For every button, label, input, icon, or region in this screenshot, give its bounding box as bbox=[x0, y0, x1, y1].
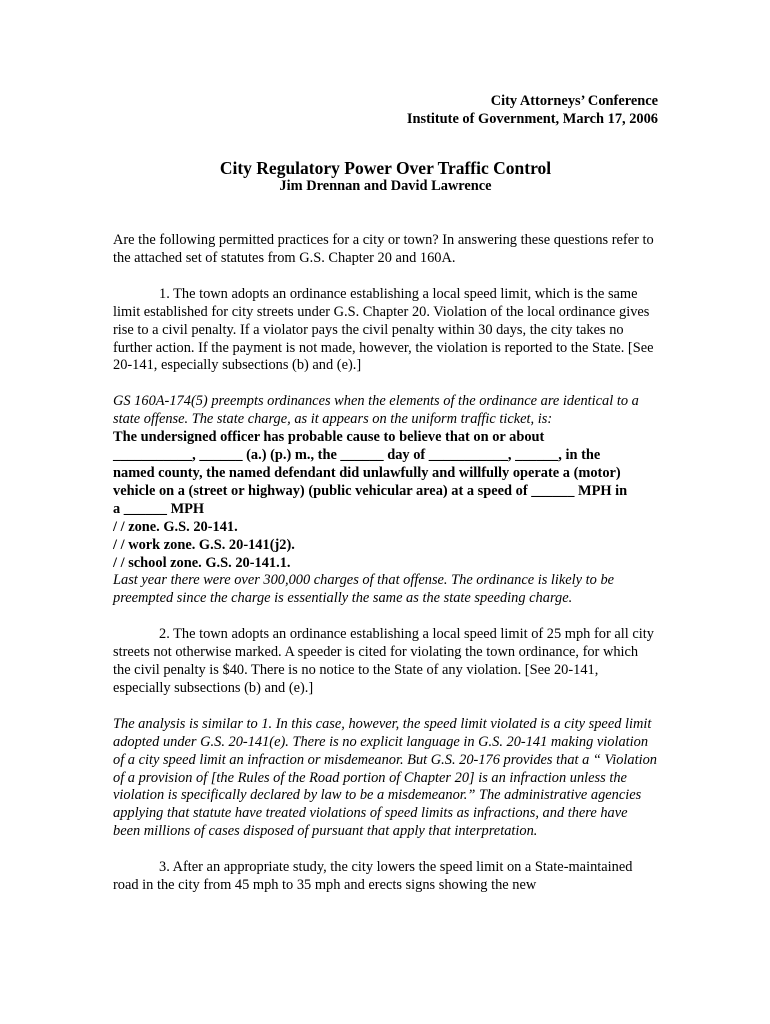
document-authors: Jim Drennan and David Lawrence bbox=[279, 178, 492, 194]
question-1: 1. The town adopts an ordinance establishing a local speed limit, which is the same limit established for city streets under G.S. Chapter 20. Violation of the local ordinance gives rise to a civil penalty. If a violator pays the civil penalty within 30 days, the city takes no further action. If the payment is not made, however, the violation is reported to the State. [See 20-141, especially subsections (b) and (e).] bbox=[113, 285, 654, 374]
answer-1 bbox=[113, 393, 658, 608]
conference-header bbox=[113, 93, 658, 128]
answer-1-outro: Last year there were over 300,000 charges of that offense. The ordinance is likely to be preempted since the charge is essentially the same as the state speeding charge. bbox=[113, 572, 615, 607]
charge-line: vehicle on a (street or highway) (public vehicular area) at a speed of ______ MPH in bbox=[113, 482, 628, 499]
charge-line: / / work zone. G.S. 20-141(j2). bbox=[113, 536, 295, 553]
question-3: 3. After an appropriate study, the city lowers the speed limit on a State-maintained road in the city from 45 mph to 35 mph and erects signs showing the new bbox=[113, 859, 633, 894]
conference-date: Institute of Government, March 17, 2006 bbox=[406, 110, 658, 127]
question-2: 2. The town adopts an ordinance establishing a local speed limit of 25 mph for all city streets not otherwise marked. A speeder is cited for violating the town ordinance, for which the civil penalty is $40. There is no notice to the State of any violation. [See 20-141, especially subsections (b) and (e).] bbox=[113, 626, 654, 696]
answer-2: The analysis is similar to 1. In this case, however, the speed limit violated is a city speed limit adopted under G.S. 20-141(e). There is no explicit language in G.S. 20-141 making violation of a city speed limit an infraction or misdemeanor. But G.S. 20-176 provides that a “ Violation of a provision of [the Rules of the Road portion of Chapter 20] is an infraction unless the violation is specifically declared by law to be a misdemeanor.” The administrative agencies applying that statute have treated violations of speed limits as infractions, and there have been millions of cases disposed of pursuant that apply that interpretation. bbox=[113, 715, 658, 840]
charge-line: / / school zone. G.S. 20-141.1. bbox=[113, 554, 291, 571]
document-title: City Regulatory Power Over Traffic Control bbox=[219, 158, 552, 178]
charge-line: a ______ MPH bbox=[113, 500, 205, 517]
conference-name: City Attorneys’ Conference bbox=[490, 93, 658, 109]
intro-paragraph: Are the following permitted practices for a city or town? In answering these questions refer to the attached set of statutes from G.S. Chapter 20 and 160A. bbox=[113, 232, 654, 266]
uniform-ticket-charge bbox=[113, 429, 658, 572]
document-page bbox=[113, 93, 658, 895]
charge-line: / / zone. G.S. 20-141. bbox=[113, 518, 238, 535]
charge-line: ___________, ______ (a.) (p.) m., the ______ day of ___________, ______, in the bbox=[113, 447, 601, 464]
answer-1-intro: GS 160A-174(5) preempts ordinances when the elements of the ordinance are identical to a state offense. The state charge, as it appears on the uniform traffic ticket, is: bbox=[113, 393, 639, 428]
charge-line: The undersigned officer has probable cause to believe that on or about bbox=[113, 429, 545, 446]
charge-line: named county, the named defendant did unlawfully and willfully operate a (motor) bbox=[113, 464, 621, 481]
